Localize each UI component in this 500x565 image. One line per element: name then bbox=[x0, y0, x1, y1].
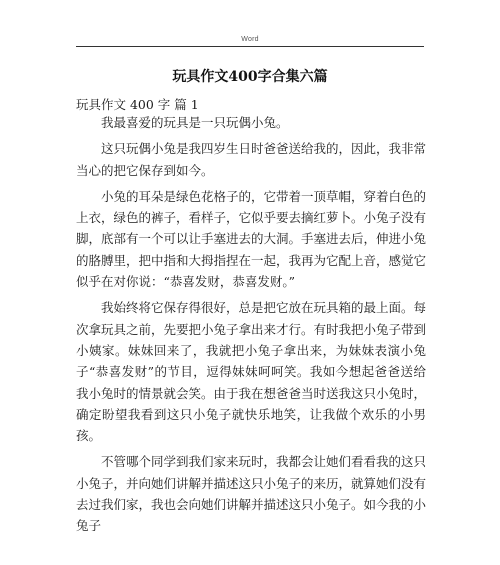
page-header-label: Word bbox=[241, 36, 259, 43]
paragraph: 这只玩偶小兔是我四岁生日时爸爸送给我的，因此，我非常当心的把它保存到如今。 bbox=[76, 141, 427, 178]
paragraph: 我始终将它保存得很好，总是把它放在玩具箱的最上面。每次拿玩具之前，先要把小兔子拿出来才行。有时我把小兔子带到小姨家。妹妹回来了，我就把小兔子拿出来，为妹妹表演小兔子“恭喜发财”的节目，逗得妹妹呵呵笑。我如今想起爸爸送给我小兔时的情景就会笑。由于我在想爸爸当时送我这只小兔时，确定盼望我看到这只小兔子就快乐地笑，让我做个欢乐的小男孩。 bbox=[76, 300, 427, 444]
paragraph: 不管哪个同学到我们家来玩时，我都会让她们看看我的这只小兔子，并向她们讲解并描述这只小兔子的来历，就算她们没有去过我们家，我也会向她们讲解并描述这只小兔子。如今我的小兔子 bbox=[76, 454, 427, 534]
document-body bbox=[76, 112, 426, 537]
document-title: 玩具作文400字合集六篇 bbox=[172, 69, 328, 85]
paragraph: 小兔的耳朵是绿色花格子的，它带着一顶草帽，穿着白色的上衣，绿色的裤子，看样子，它似乎要去摘红萝卜。小兔子没有脚，底部有一个可以让手塞进去的大洞。手塞进去后，伸进小兔的胳膊里，把中指和大拇指捏在一起，我再为它配上音，感觉它似乎在对你说：“恭喜发财，恭喜发财。” bbox=[76, 188, 427, 290]
header-divider bbox=[76, 46, 424, 47]
section-heading: 玩具作文 400 字 篇 1 bbox=[76, 97, 199, 112]
paragraph: 我最喜爱的玩具是一只玩偶小兔。 bbox=[101, 115, 289, 130]
